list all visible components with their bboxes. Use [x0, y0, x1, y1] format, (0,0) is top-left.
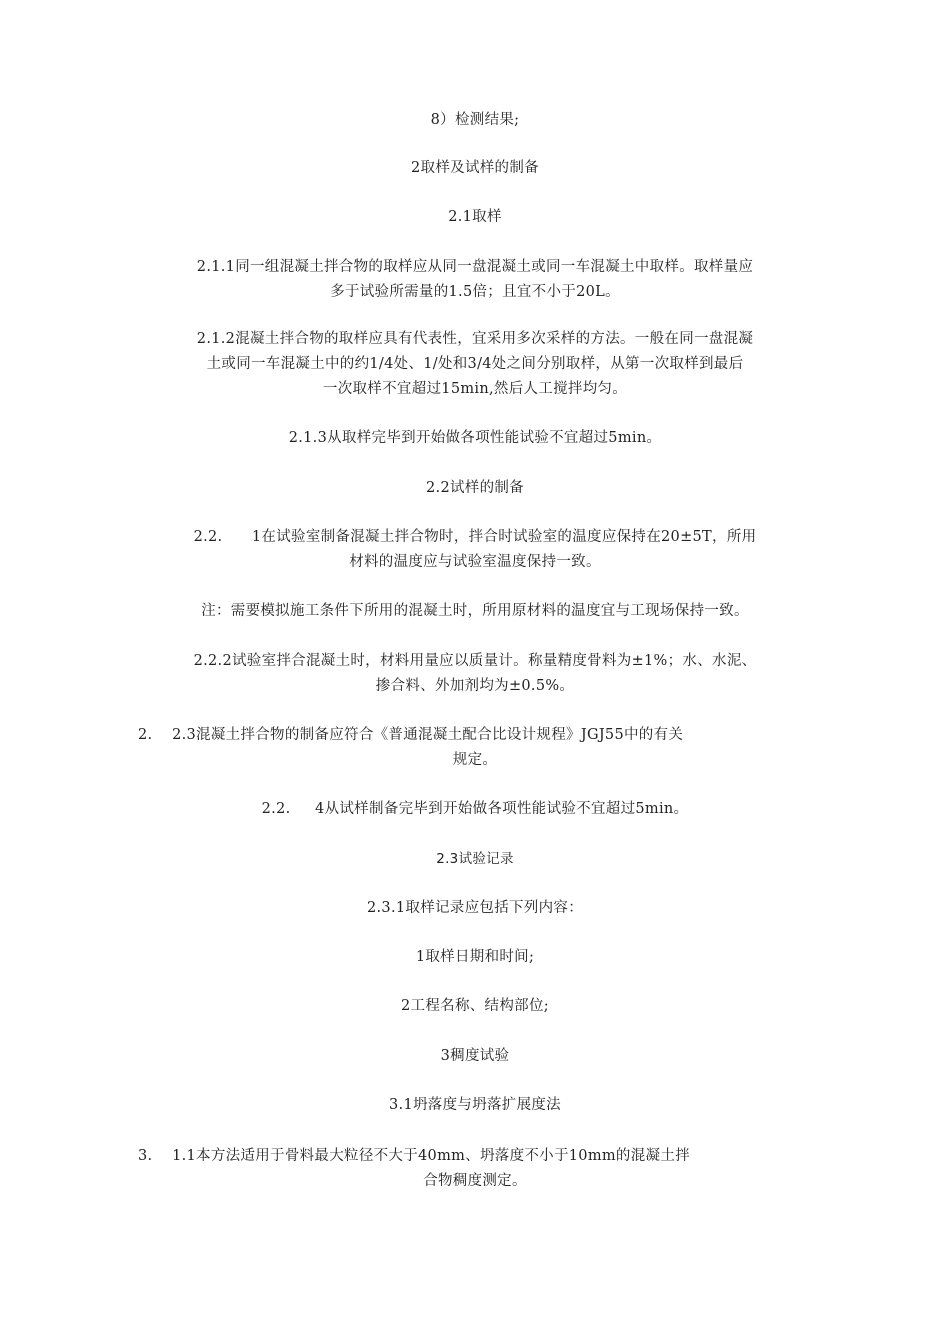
list-item-project-name: 2工程名称、结构部位; — [401, 998, 549, 1014]
heading-consistency-test: 3稠度试验 — [440, 1048, 510, 1064]
paragraph-2-1-1-line-1: 2.1.1同一组混凝土拌合物的取样应从同一盘混凝土或同一车混凝土中取样。取样量应 — [196, 259, 754, 275]
paragraph-3-1-1-line-1: 3. 1.1本方法适用于骨料最大粒径不大于40mm、坍落度不小于10mm的混凝土拌 — [138, 1148, 690, 1164]
heading-test-record: 2.3试验记录 — [436, 851, 514, 867]
paragraph-3-1-1-line-2: 合物稠度测定。 — [423, 1173, 527, 1189]
heading-sampling-preparation: 2取样及试样的制备 — [411, 160, 539, 176]
paragraph-2-2-1-line-2: 材料的温度应与试验室温度保持一致。 — [349, 554, 601, 570]
paragraph-2-1-2-line-2: 土或同一车混凝土中的约1/4处、1/处和3/4处之间分别取样，从第一次取样到最后 — [206, 356, 744, 372]
note-paragraph: 注：需要模拟施工条件下所用的混凝土时，所用原材料的温度宜与工现场保持一致。 — [201, 603, 749, 619]
paragraph-2-2-2-line-1: 2.2.2试验室拌合混凝土时，材料用量应以质量计。称量精度骨料为±1%；水、水泥、 — [193, 653, 757, 669]
paragraph-2-2-3-line-2: 规定。 — [452, 752, 498, 768]
paragraph-2-1-2-line-1: 2.1.2混凝土拌合物的取样应具有代表性，宜采用多次采样的方法。一般在同一盘混凝 — [196, 331, 754, 347]
paragraph-2-2-4: 2.2. 4从试样制备完毕到开始做各项性能试验不宜超过5min。 — [261, 801, 689, 817]
paragraph-2-2-2-line-2: 掺合料、外加剂均为±0.5%。 — [375, 678, 575, 694]
text-line-result: 8）检测结果; — [430, 112, 520, 128]
heading-sampling: 2.1取样 — [448, 209, 502, 225]
paragraph-2-1-2-line-3: 一次取样不宜超过15min,然后人工搅拌均匀。 — [322, 381, 628, 397]
heading-specimen-preparation: 2.2试样的制备 — [426, 480, 524, 496]
paragraph-2-1-3: 2.1.3从取样完毕到开始做各项性能试验不宜超过5min。 — [288, 430, 662, 446]
paragraph-2-2-3-line-1: 2. 2.3混凝土拌合物的制备应符合《普通混凝土配合比设计规程》JGJ55中的有关 — [138, 727, 684, 743]
paragraph-2-2-1-line-1: 2.2. 1在试验室制备混凝土拌合物时，拌合时试验室的温度应保持在20±5T，所用 — [193, 529, 757, 545]
list-item-sampling-date: 1取样日期和时间; — [415, 949, 535, 965]
heading-slump-method: 3.1坍落度与坍落扩展度法 — [389, 1097, 561, 1113]
paragraph-2-3-1: 2.3.1取样记录应包括下列内容： — [367, 900, 583, 916]
paragraph-2-1-1-line-2: 多于试验所需量的1.5倍；且宜不小于20L。 — [330, 284, 620, 300]
